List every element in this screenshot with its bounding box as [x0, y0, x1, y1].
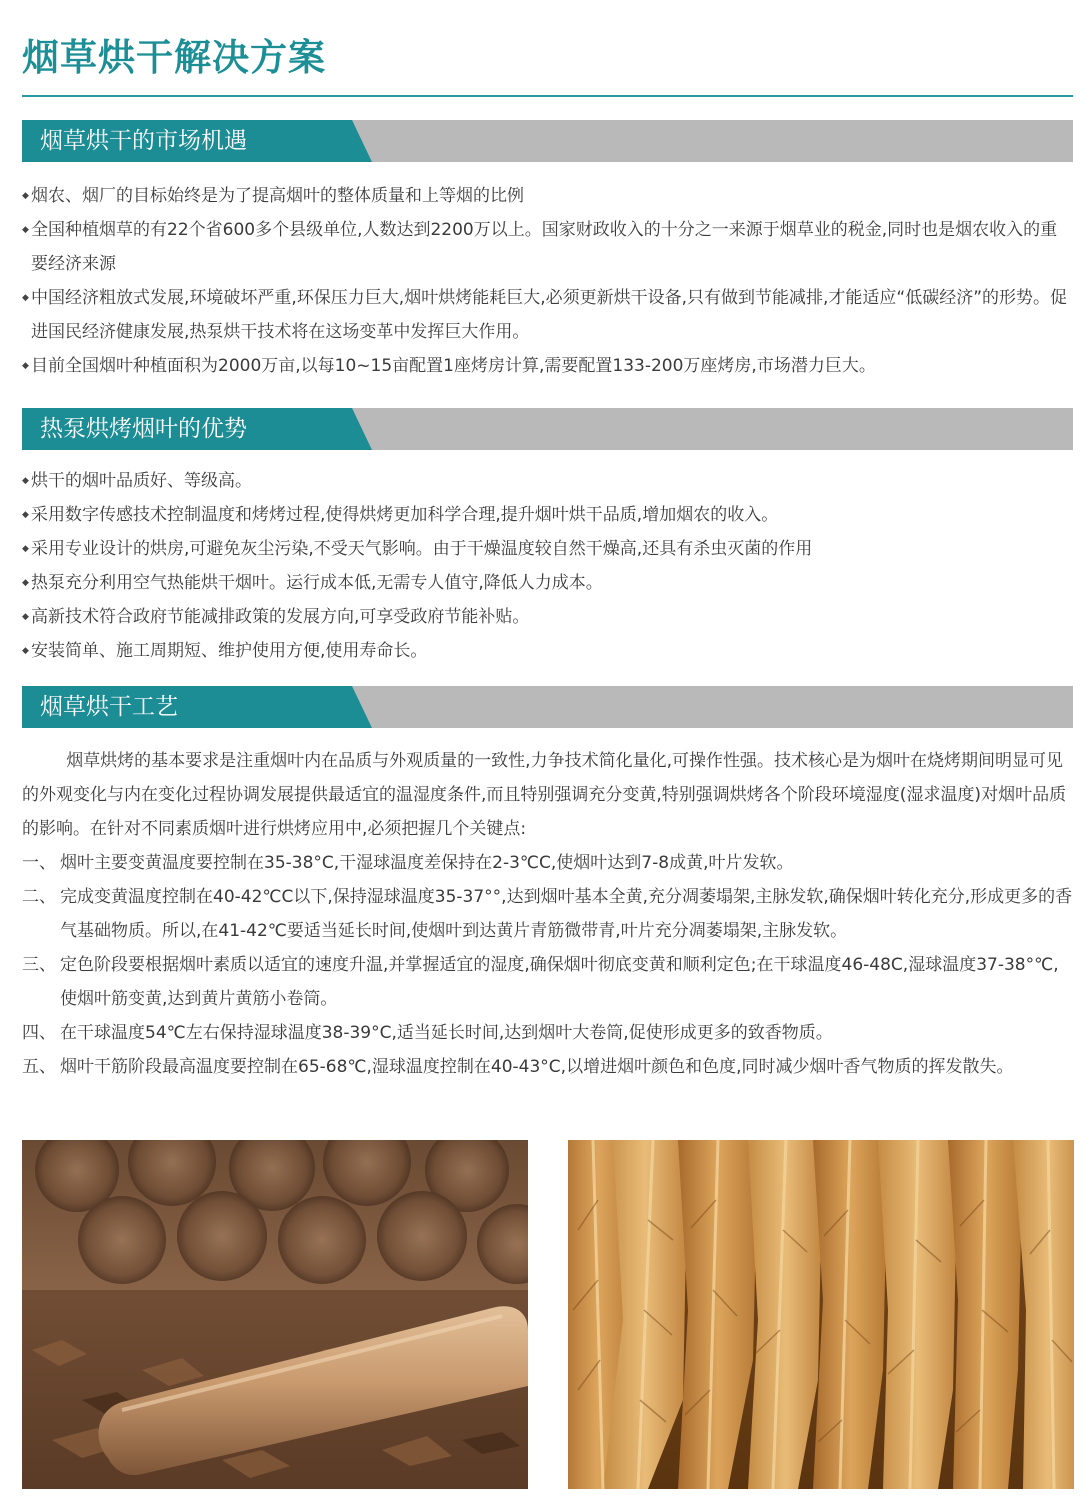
step-number: 二、	[22, 887, 56, 907]
list-item	[22, 1050, 1074, 1084]
list-item: ◆ 安装简单、施工周期短、维护使用方便,使用寿命长。	[22, 634, 1074, 668]
section-header-advantages	[22, 408, 1073, 450]
section-header-market	[22, 120, 1073, 162]
section-heading: 烟草烘干工艺	[40, 694, 178, 720]
step-text: 烟叶干筋阶段最高温度要控制在65-68℃,湿球温度控制在40-43°C,以增进烟叶颜色和色度,同时减少烟叶香气物质的挥发散失。	[60, 1057, 1014, 1077]
process-intro-paragraph: 烟草烘烤的基本要求是注重烟叶内在品质与外观质量的一致性,力争技术简化量化,可操作性强。技术核心是为烟叶在烧烤期间明显可见的外观变化与内在变化过程协调发展提供最适宜的温湿度条件,而且特别强调充分变黄,特别强调烘烤各个阶段环境湿度(湿求温度)对烟叶品质的影响。在针对不同素质烟叶进行烘烤应用中,必须把握几个关键点:	[22, 751, 1067, 839]
list-item: ◆ 高新技术符合政府节能减排政策的发展方向,可享受政府节能补贴。	[22, 600, 1074, 634]
process-steps-list	[22, 846, 1074, 1084]
step-text: 烟叶主要变黄温度要控制在35-38°C,干湿球温度差保持在2-3℃C,使烟叶达到7-8成黄,叶片发软。	[60, 853, 794, 873]
list-item: ◆ 热泵充分利用空气热能烘干烟叶。运行成本低,无需专人值守,降低人力成本。	[22, 566, 1074, 600]
market-bullet-list	[22, 179, 1074, 383]
section-heading: 热泵烘烤烟叶的优势	[40, 416, 247, 442]
list-item: ◆ 全国种植烟草的有22个省600多个县级单位,人数达到2200万以上。国家财政收入的十分之一来源于烟草业的税金,同时也是烟农收入的重要经济来源	[22, 213, 1074, 281]
step-text: 定色阶段要根据烟叶素质以适宜的速度升温,并掌握适宜的湿度,确保烟叶彻底变黄和顺利定色;在干球温度46-48C,湿球温度37-38°℃,使烟叶筋变黄,达到黄片黄筋小卷筒。	[60, 955, 1059, 1009]
list-item	[22, 948, 1074, 1016]
list-item	[22, 880, 1074, 948]
list-item: ◆ 烘干的烟叶品质好、等级高。	[22, 464, 1074, 498]
section-heading: 烟草烘干的市场机遇	[40, 128, 247, 154]
cigar-photo	[22, 1140, 528, 1489]
step-number: 五、	[22, 1057, 56, 1077]
bullet-diamond-icon: ◆	[22, 510, 29, 520]
step-number: 四、	[22, 1023, 56, 1043]
step-number: 一、	[22, 853, 56, 873]
cigar-photo-image	[22, 1140, 528, 1489]
list-item: ◆ 烟农、烟厂的目标始终是为了提高烟叶的整体质量和上等烟的比例	[22, 179, 1074, 213]
bullet-diamond-icon: ◆	[22, 361, 29, 371]
bullet-diamond-icon: ◆	[22, 578, 29, 588]
page-title: 烟草烘干解决方案	[22, 36, 326, 79]
title-divider	[22, 95, 1073, 97]
step-text: 完成变黄温度控制在40-42℃C以下,保持湿球温度35-37°°,达到烟叶基本全黄,充分凋萎塌架,主脉发软,确保烟叶转化充分,形成更多的香气基础物质。所以,在41-42℃要适当延长时间,使烟叶到达黄片青筋微带青,叶片充分凋萎塌架,主脉发软。	[60, 887, 1073, 941]
bullet-diamond-icon: ◆	[22, 225, 29, 235]
list-item: ◆ 采用专业设计的烘房,可避免灰尘污染,不受天气影响。由于干燥温度较自然干燥高,还具有杀虫灭菌的作用	[22, 532, 1074, 566]
advantages-bullet-list	[22, 464, 1074, 668]
dried-leaves-photo	[568, 1140, 1074, 1489]
bullet-diamond-icon: ◆	[22, 544, 29, 554]
list-item: ◆ 中国经济粗放式发展,环境破坏严重,环保压力巨大,烟叶烘烤能耗巨大,必须更新烘干设备,只有做到节能减排,才能适应“低碳经济”的形势。促进国民经济健康发展,热泵烘干技术将在这场变革中发挥巨大作用。	[22, 281, 1074, 349]
section-header-process	[22, 686, 1073, 728]
list-item	[22, 846, 1074, 880]
bullet-diamond-icon: ◆	[22, 293, 29, 303]
bullet-diamond-icon: ◆	[22, 646, 29, 656]
step-text: 在干球温度54℃左右保持湿球温度38-39°C,适当延长时间,达到烟叶大卷筒,促使形成更多的致香物质。	[60, 1023, 833, 1043]
bullet-diamond-icon: ◆	[22, 612, 29, 622]
list-item	[22, 1016, 1074, 1050]
list-item: ◆ 目前全国烟叶种植面积为2000万亩,以每10~15亩配置1座烤房计算,需要配置133-200万座烤房,市场潜力巨大。	[22, 349, 1074, 383]
dried-leaves-photo-image	[568, 1140, 1074, 1489]
bullet-diamond-icon: ◆	[22, 191, 29, 201]
list-item: ◆ 采用数字传感技术控制温度和烤烤过程,使得烘烤更加科学合理,提升烟叶烘干品质,增加烟农的收入。	[22, 498, 1074, 532]
step-number: 三、	[22, 955, 56, 975]
bullet-diamond-icon: ◆	[22, 476, 29, 486]
